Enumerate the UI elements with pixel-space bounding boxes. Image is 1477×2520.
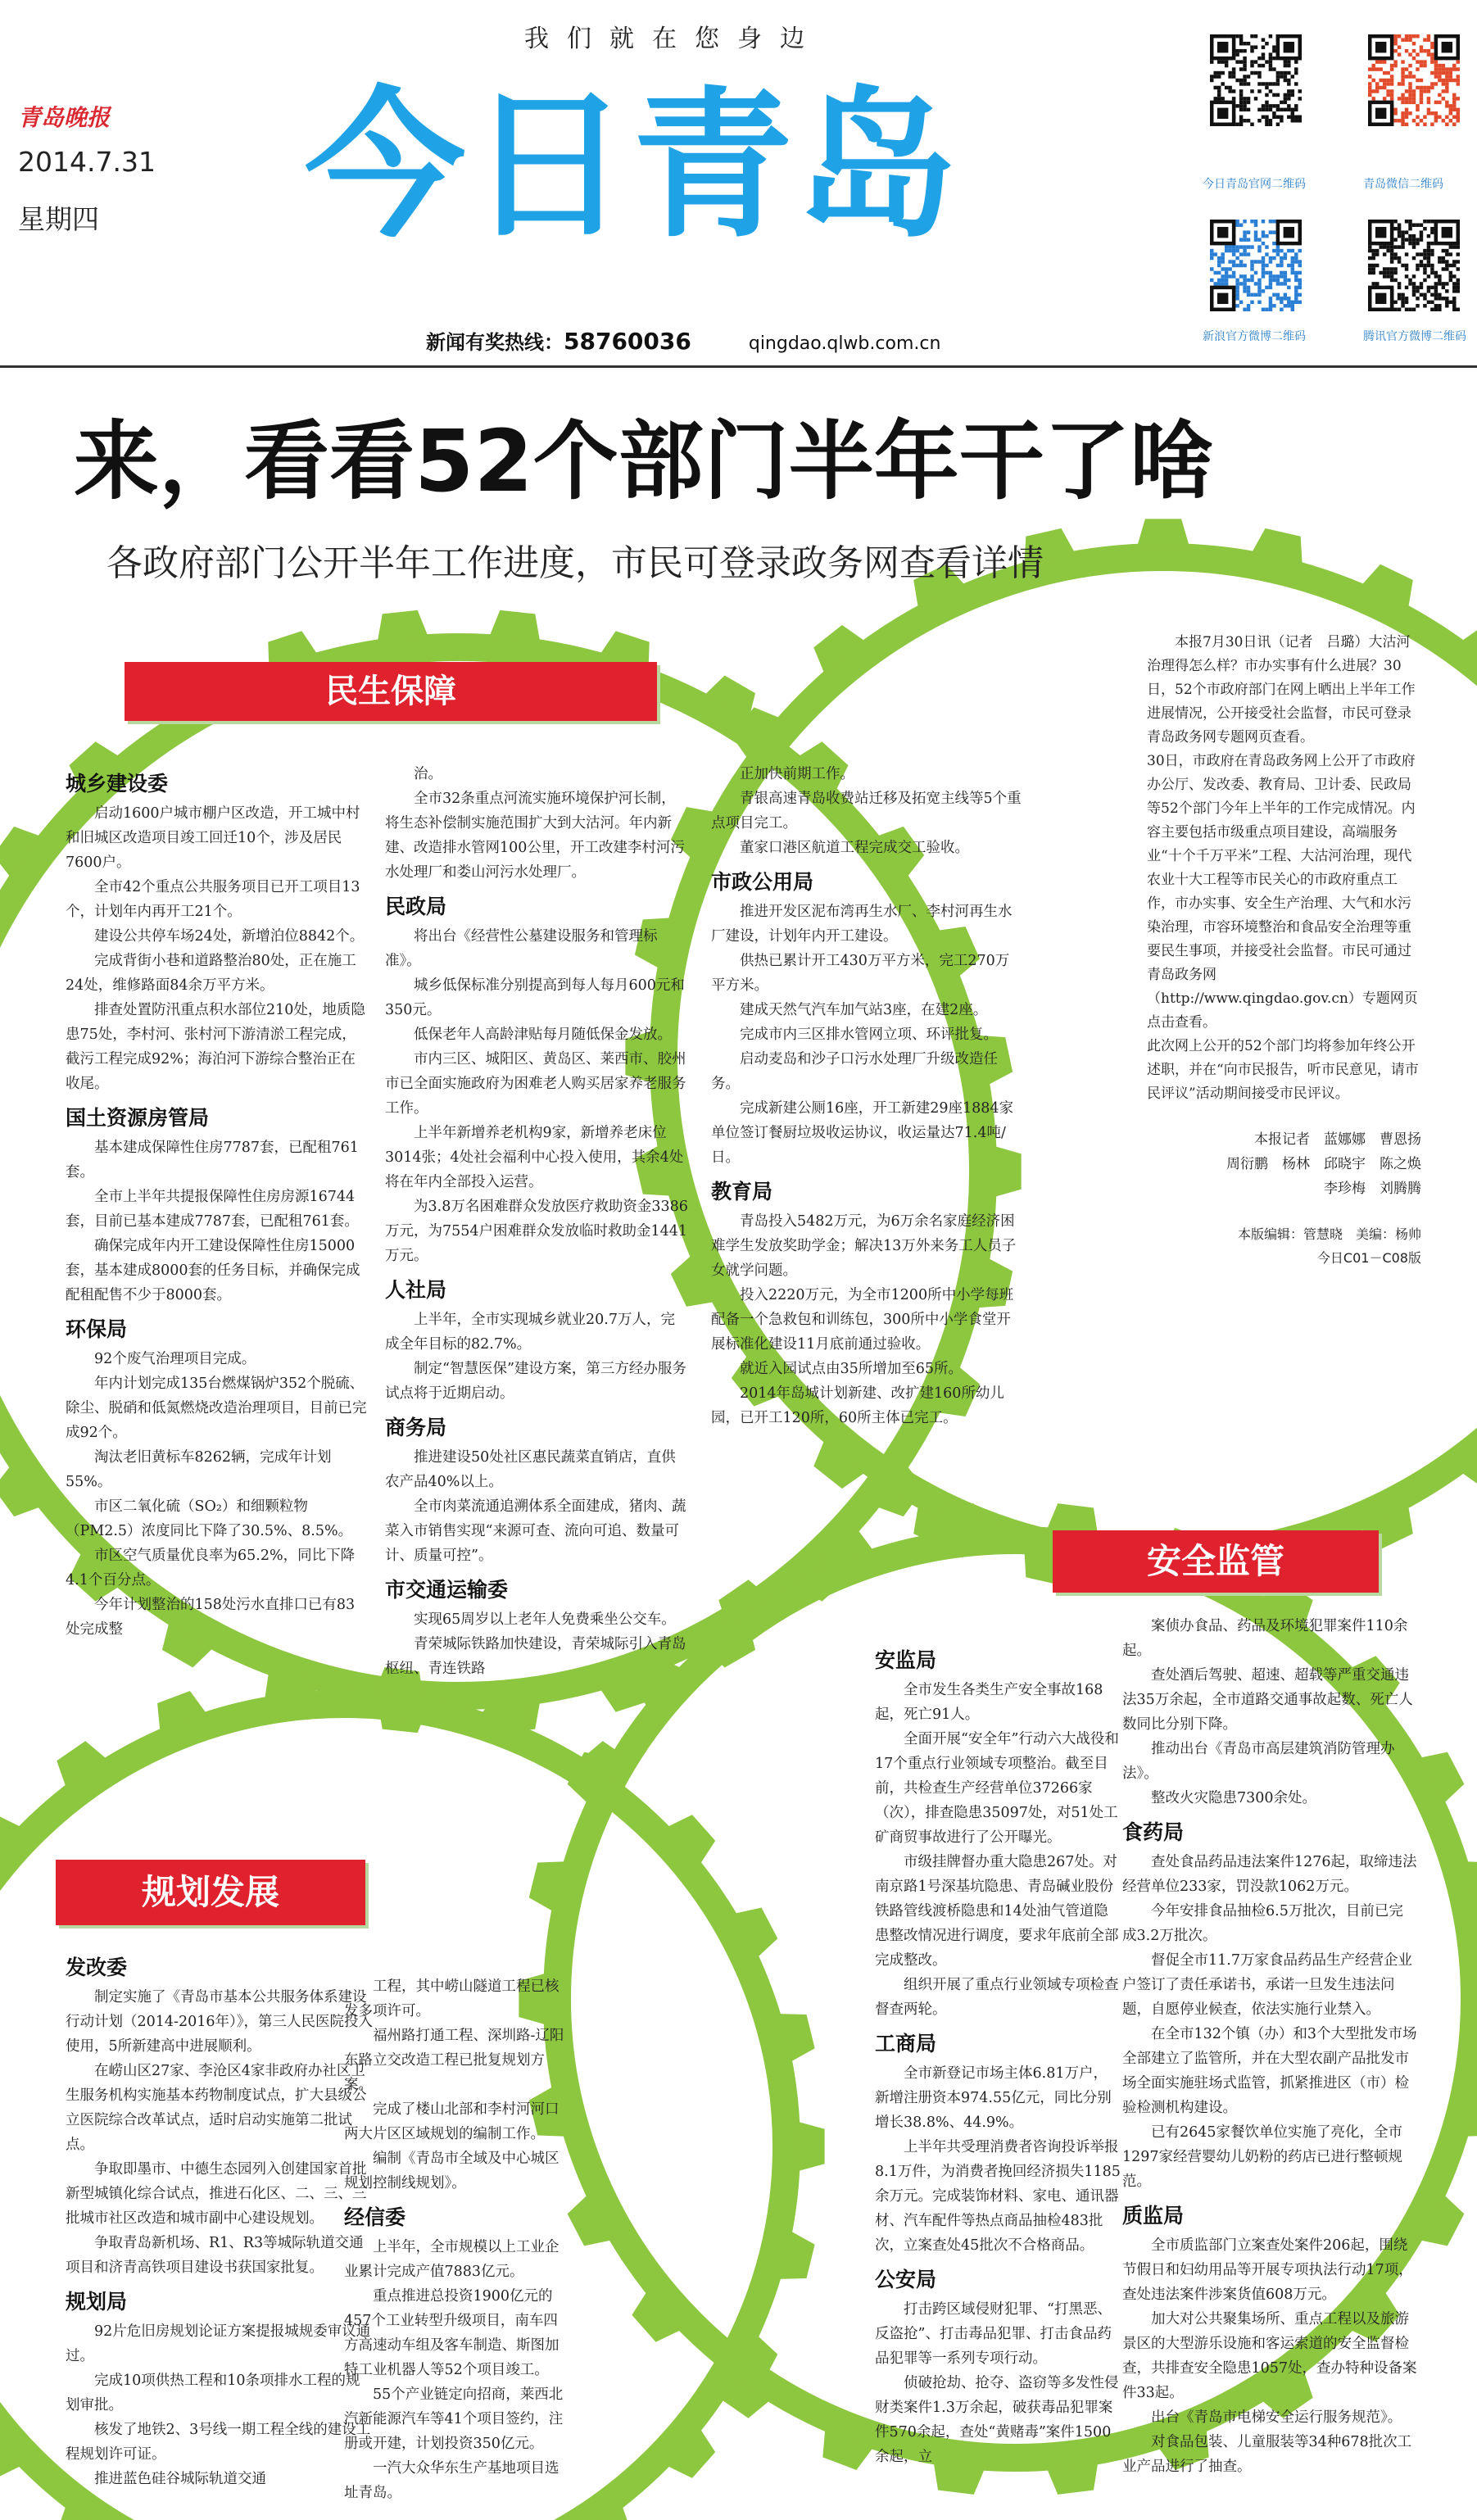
qr-code-official-site [1210,34,1302,126]
paragraph: 今年安排食品抽检6.5万批次，目前已完成3.2万批次。 [1122,1903,1403,1944]
masthead-rule [0,365,1477,368]
paragraph: 供热已累计开工430万平方米，完工270万平方米。 [711,953,1010,994]
paragraph: 已有2645家餐饮单位实施了亮化，全市1297家经营婴幼儿奶粉的药店已进行整顿规范。 [1122,2124,1403,2190]
paragraph: 侦破抢劫、抢夺、盗窃等多发性侵财类案件1.3万余起，破获毒品犯罪案件570余起，查处“黄赌毒”案件1500余起，立 [875,2375,1119,2465]
website: qingdao.qlwb.com.cn [748,333,941,354]
paragraph: 年内计划完成135台燃煤锅炉352个脱硫、除尘、脱硝和低氮燃烧改造治理项目，目前已完成92个。 [66,1376,367,1441]
paragraph: 推进建设50处社区惠民蔬菜直销店，直供农产品40%以上。 [385,1449,676,1490]
paragraph: 全市发生各类生产安全事故168起，死亡91人。 [875,1682,1103,1723]
hotline-label: 新闻有奖热线： [426,331,564,354]
column-6 [66,1946,373,2491]
masthead [0,0,1477,360]
paper-logo: 青岛晚报 [18,104,111,131]
section-heading: 国土资源房管局 [66,1106,210,1130]
issue-date: 2014.7.31 [18,146,156,178]
paragraph: 市内三区、城阳区、黄岛区、莱西市、胶州市已全面实施政府为困难老人购买居家养老服务工作。 [385,1051,686,1117]
paragraph: 启动麦岛和沙子口污水处理厂升级改造任务。 [711,1051,998,1092]
section-heading: 民政局 [385,895,447,918]
banner-minsheng: 民生保障 [125,662,657,721]
column-3 [711,762,1022,1430]
paragraph: 案侦办食品、药品及环境犯罪案件110余起。 [1122,1618,1408,1659]
section-heading: 城乡建设委 [66,772,169,795]
paragraph: 青岛投入5482万元，为6万余名家庭经济困难学生发放奖助学金；解决13万外来务工人员子女就学问题。 [711,1213,1017,1279]
paragraph: 92片危旧房规划论证方案提报城规委审议通过。 [66,2323,371,2364]
section-heading: 发改委 [66,1956,128,1979]
paragraph: 基本建成保障性住房7787套，已配租761套。 [66,1140,359,1181]
paragraph: 重点推进总投资1900亿元的457个工业转型升级项目，南车四方高速动车组及客车制造、斯图加特工业机器人等52个项目竣工。 [344,2288,560,2378]
section-heading: 商务局 [385,1416,447,1439]
paragraph: 城乡低保标准分别提高到每人每月600元和350元。 [385,977,685,1018]
paragraph: 青荣城际铁路加快建设，青荣城际引入青岛枢纽、青连铁路 [385,1636,686,1677]
lead-text: 本报7月30日讯（记者 吕璐）大沽河治理得怎么样？市办实事有什么进展？30日，52个市政府部门在网上晒出上半年工作进展情况，公开接受社会监督，市民可登录青岛政务网专题网页查看。 30日，市政府在青岛政务网上公开了市政府办公厅、发改委、教育局、卫计委、民政局等52个部门今年上半年的工作完成情况。内容主要包括市级重点项目建设，高端服务业“十个千万平米”工程、大沽河治理，现代农业十大工程等市民关心的市政府重点工作，市办实事、安全生产治理、大气和水污染治理，市容环境整治和食品安全治理等重要民生事项，并接受社会监督。市民可通过青岛政务网（http://www.qingdao.gov.cn）专题网页点击查看。 此次网上公开的52个部门均将参加年终公开述职，并在“向市民报告，听市民意见，请市民评议”活动期间接受市民评议。 [1147,634,1419,1102]
editor-credit: 本版编辑：管慧晓 美编：杨帅 [1237,1226,1421,1242]
slogan: 我们就在您身边 [524,25,822,53]
section-heading: 工商局 [875,2032,937,2055]
paragraph: 上半年新增养老机构9家，新增养老床位3014张；4处社会福利中心投入使用，其余4处将在年内全部投入运营。 [385,1125,684,1190]
banner-guihua: 规划发展 [56,1860,365,1925]
qr-code-tencent-weibo [1368,220,1460,311]
paragraph: 完成新建公厕16座，开工新建29座1884家单位签订餐厨垃圾收运协议，收运量达71.4吨/日。 [711,1100,1014,1166]
paragraph: 福州路打通工程、深圳路-辽阳东路立交改造工程已批复规划方案。 [344,2028,564,2093]
paragraph: 一汽大众华东生产基地项目选址青岛。 [344,2460,560,2501]
paragraph: 就近入园试点由35所增加至65所。 [740,1361,963,1377]
paragraph: 上半年，全市实现城乡就业20.7万人，完成全年目标的82.7%。 [385,1312,675,1353]
column-4 [875,1638,1121,2469]
paragraph: 上半年共受理消费者咨询投诉举报8.1万件，为消费者挽回经济损失1185余万元。完成装饰材料、家电、通讯器材、汽车配件等热点商品抽检483批次，立案查处45批次不合格商品。 [875,2139,1121,2254]
paragraph: 2014年岛城计划新建、改扩建160所幼儿园，已开工120所，60所主体已完工。 [711,1385,1004,1426]
paragraph: 核发了地铁2、3号线一期工程全线的建设工程规划许可证。 [66,2422,371,2463]
paragraph: 青银高速青岛收费站迁移及拓宽主线等5个重点项目完工。 [711,791,1022,832]
main-subtitle: 各政府部门公开半年工作进度，市民可登录政务网查看详情 [106,542,1044,584]
paragraph: 制定实施了《青岛市基本公共服务体系建设行动计划（2014-2016年）》，第三人民医院投入使用，5所新建高中进展顺利。 [66,1989,373,2055]
paragraph: 淘汰老旧黄标车8262辆，完成年计划55%。 [66,1449,332,1490]
column-2 [385,762,688,1681]
banner-anquan: 安全监管 [1053,1530,1379,1593]
paragraph: 董家口港区航道工程完成交工验收。 [740,840,969,856]
paragraph: 出台《青岛市电梯安全运行服务规范》。 [1151,2409,1402,2426]
paragraph: 低保老年人高龄津贴每月随低保金发放。 [414,1027,672,1043]
paragraph: 查处酒后驾驶、超速、超载等严重交通违法35万余起，全市道路交通事故起数、死亡人数同比分别下降。 [1122,1667,1413,1733]
paragraph: 对食品包装、儿童服装等34种678批次工业产品进行了抽查。 [1122,2434,1412,2475]
paragraph: 全市32条重点河流实施环境保护河长制，将生态补偿制实施范围扩大到大沽河。年内新建、改造排水管网100公里，开工改建李村河污水处理厂和娄山河污水处理厂。 [385,791,685,881]
paragraph: 组织开展了重点行业领域专项检查督查两轮。 [875,1977,1119,2018]
paragraph: 92个废气治理项目完成。 [94,1351,256,1367]
reporters: 本报记者 蓝娜娜 曹恩扬 周衍鹏 杨林 邱晓宇 陈之焕 李珍梅 刘腾腾 [1226,1131,1421,1197]
paragraph: 完成10项供热工程和10条项排水工程的规划审批。 [66,2373,360,2413]
qr-caption-tencent-weibo: 腾讯官方微博二维码 [1363,330,1466,343]
section-heading: 食药局 [1122,1820,1185,1844]
section-heading: 环保局 [66,1317,128,1341]
paragraph: 推动出台《青岛市高层建筑消防管理办法》。 [1122,1741,1395,1782]
paragraph: 排查处置防汛重点积水部位210处，地质隐患75处，李村河、张村河下游清淤工程完成，截污工程完成92%；海泊河下游综合整治正在收尾。 [66,1002,365,1092]
paragraph: 制定“智慧医保”建设方案，第三方经办服务试点将于近期启动。 [385,1361,686,1402]
paragraph: 投入2220万元，为全市1200所中小学每班配备一个急救包和训练包，300所中小学食堂开展标准化建设11月底前通过验收。 [711,1287,1014,1353]
section-heading: 规划局 [66,2290,128,2314]
paragraph: 将出台《经营性公墓建设服务和管理标准》。 [385,928,658,969]
paragraph: 建成天然气汽车加气站3座，在建2座。 [740,1002,988,1018]
lead-article [1147,631,1421,1270]
paragraph: 全面开展“安全年”行动六大战役和17个重点行业领域专项整治。截至目前，共检查生产经营单位37266家（次），排查隐患35097处，对51处工矿商贸事故进行了公开曝光。 [875,1731,1119,1846]
paragraph: 55个产业链定向招商，莱西北汽新能源汽车等41个项目签约，注册或开建，计划投资350亿元。 [344,2386,564,2452]
paragraph: 工程，其中崂山隧道工程已核发多项许可。 [344,1978,560,2019]
paragraph: 市区二氧化硫（SO₂）和细颗粒物（PM2.5）浓度同比下降了30.5%、8.5%。 [66,1498,353,1539]
section-heading: 质监局 [1122,2204,1185,2228]
paragraph: 督促全市11.7万家食品药品生产经营企业户签订了责任承诺书，承诺一旦发生违法问题，自愿停业候查，依法实施行业禁入。 [1122,1952,1412,2018]
section-heading: 公安局 [875,2268,937,2291]
hotline-number: 58760036 [564,328,691,355]
section-heading: 人社局 [385,1278,447,1302]
section-heading: 教育局 [711,1180,773,1203]
paragraph: 争取即墨市、中德生态园列入创建国家首批新型城镇化综合试点，推进石化区、二、三、三批城市社区改造和城市副中心建设规划。 [66,2161,367,2227]
paragraph: 全市肉菜流通追溯体系全面建成，猪肉、蔬菜入市销售实现“来源可查、流向可追、数量可计、质量可控”。 [385,1498,686,1564]
column-7 [344,1974,565,2505]
paragraph: 今年计划整治的158处污水直排口已有83处完成整 [66,1597,356,1638]
paragraph: 实现65周岁以上老年人免费乘坐公交车。 [414,1611,676,1628]
paragraph: 全市42个重点公共服务项目已开工项目13个，计划年内再开工21个。 [66,879,360,920]
section-heading: 安监局 [875,1648,937,1672]
paragraph: 在全市132个镇（办）和3个大型批发市场全部建立了监管所，并在大型农副产品批发市场全面实施驻场式监管，抓紧推进区（市）检验检测机构建设。 [1122,2026,1417,2116]
paragraph: 市级挂牌督办重大隐患267处。对南京路1号深基坑隐患、青岛碱业股份铁路管线渡桥隐患和14处油气管道隐患整改情况进行调度，要求年底前全部完成整改。 [875,1854,1119,1969]
column-5 [1122,1614,1417,2479]
section-heading: 经信委 [344,2205,406,2229]
paragraph: 为3.8万名困难群众发放医疗救助资金3386万元，为7554户困难群众发放临时救助金1441万元。 [385,1199,688,1264]
qr-code-sina-weibo [1210,220,1302,311]
paragraph: 确保完成年内开工建设保障性住房15000套，基本建成8000套的任务目标，并确保完成配租配售不少于8000套。 [66,1238,360,1303]
paragraph: 市区空气质量优良率为65.2%，同比下降4.1个百分点。 [66,1548,356,1589]
paragraph: 建设公共停车场24处，新增泊位8842个。 [94,928,365,945]
paragraph: 全市新登记市场主体6.81万户，新增注册资本974.55亿元，同比分别增长38.8%、44.9%。 [875,2065,1112,2131]
main-headline: 来，看看52个部门半年干了啥 [74,411,1215,511]
paragraph: 推进蓝色硅谷城际轨道交通 [94,2471,266,2487]
column-1 [66,762,369,1642]
paragraph: 在崂山区27家、李沧区4家非政府办社区卫生服务机构实施基本药物制度试点，扩大县级公立医院综合改革试点，适时启动实施第二批试点。 [66,2063,367,2153]
paragraph: 上半年，全市规模以上工业企业累计完成产值7883亿元。 [344,2239,560,2280]
paragraph: 打击跨区域侵财犯罪、“打黑恶、反盗抢”、打击毒品犯罪、打击食品药品犯罪等一系列专项行动。 [875,2301,1112,2367]
section-title: 今日青岛 [305,73,961,260]
paragraph: 编制《青岛市全域及中心城区规划控制线规划》。 [344,2151,560,2191]
issue-weekday: 星期四 [18,203,99,235]
paragraph: 正加快前期工作。 [740,766,854,782]
qr-caption-official-site: 今日青岛官网二维码 [1203,178,1306,191]
qr-caption-wechat: 青岛微信二维码 [1363,178,1443,191]
paragraph: 整改火灾隐患7300余处。 [1151,1790,1317,1806]
paragraph: 治。 [414,766,442,782]
paragraph: 推进开发区泥布湾再生水厂、李村河再生水厂建设，计划年内开工建设。 [711,904,1013,945]
paragraph: 查处食品药品违法案件1276起，取缔违法经营单位233家，罚没款1062万元。 [1122,1854,1417,1895]
section-heading: 市政公用局 [711,870,814,894]
page-range: 今日C01－C08版 [1316,1250,1421,1266]
paragraph: 全市上半年共提报保障性住房房源16744套，目前已基本建成7787套，已配租761套。 [66,1189,359,1230]
paragraph: 启动1600户城市棚户区改造，开工城中村和旧城区改造项目竣工回迁10个，涉及居民7600户。 [66,805,360,871]
paragraph: 加大对公共聚集场所、重点工程以及旅游景区的大型游乐设施和客运索道的安全监督检查，共排查安全隐患1057处，查办特种设备案件33起。 [1122,2311,1417,2401]
paragraph: 完成了楼山北部和李村河河口两大片区区域规划的编制工作。 [344,2101,560,2142]
qr-caption-sina-weibo: 新浪官方微博二维码 [1203,330,1306,343]
hotline-bar [426,326,940,355]
paragraph: 争取青岛新机场、R1、R3等城际轨道交通项目和济青高铁项目建设书获国家批复。 [66,2235,364,2276]
qr-code-wechat [1368,34,1460,126]
paragraph: 完成市内三区排水管网立项、环评批复。 [740,1027,998,1043]
paragraph: 全市质监部门立案查处案件206起，围绕节假日和妇幼用品等开展专项执法行动17项，查处违法案件涉案货值608万元。 [1122,2237,1413,2303]
section-heading: 市交通运输委 [385,1578,509,1602]
paragraph: 完成背街小巷和道路整治80处，正在施工24处，维修路面84余万平方米。 [66,953,356,994]
